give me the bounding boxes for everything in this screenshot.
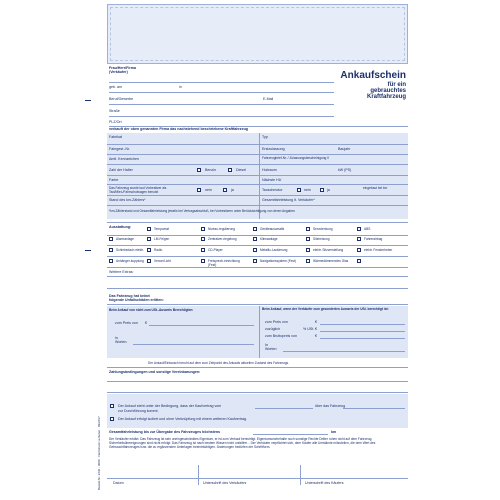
equipment-item-label: Radio [154, 248, 163, 252]
damage-line[interactable] [107, 304, 408, 305]
email-label: E-Mail [263, 97, 274, 101]
doc-label: Fahrzeugbrief-Nr. / Zulassungsbescheinigung II [262, 156, 329, 160]
vehicle-divider [259, 133, 260, 219]
taxi-no-label: nein [205, 188, 212, 192]
in-words-right-label: In [265, 343, 268, 347]
equipment-checkbox[interactable] [306, 248, 310, 252]
equipment-item-label: Navigationssystem (Fest) [260, 259, 296, 263]
vin-label: Fahrgest.-Nr. [109, 147, 130, 151]
equipment-checkbox[interactable] [109, 248, 113, 252]
vat-rate-label: % USt. [303, 327, 315, 331]
engine-yes-label: ja [327, 188, 330, 192]
in-words-left-label: In [115, 336, 118, 340]
terms-line-1[interactable] [107, 381, 408, 382]
equipment-top-line [107, 222, 408, 223]
equipment-checkbox[interactable] [306, 259, 310, 263]
vehicle-section-bg [107, 133, 408, 219]
fuel-diesel-checkbox[interactable] [228, 168, 232, 172]
engine-installed-label: eingebaut bei km [363, 186, 388, 190]
job-label: Beruf/Gewerbe [109, 97, 134, 101]
sig-seller-label: Unterschrift des Verkäufers [203, 481, 247, 485]
gross-field[interactable] [320, 338, 405, 339]
price-left-heading: Beim Ankauf von nicht zum USt.-Ausweis Berechtigten: [109, 308, 194, 312]
form-page [93, 0, 414, 500]
vehicle-intro: verkauft der oben genannten Firma das nachstehend beschriebene Kraftfahrzeug [109, 127, 248, 131]
equipment-checkbox[interactable] [147, 259, 151, 263]
equipment-checkbox[interactable] [109, 259, 113, 263]
plate-line[interactable] [107, 164, 408, 165]
equipment-item-label: elektr. Fensterheber [364, 248, 393, 252]
equipment-item-label: elektr. Sitzverstellung [313, 248, 344, 252]
engine-no-checkbox[interactable] [297, 188, 301, 192]
year-label: Baujahr [338, 147, 351, 151]
owners-line[interactable] [107, 175, 408, 176]
mileage-label: Gesamtfahrleistung bis zur Übergabe des Fahrzeuges höchstens [109, 430, 221, 434]
color-label: Farbe [109, 178, 119, 182]
cond1-vehicle-field[interactable] [343, 408, 405, 409]
taxi-line[interactable] [107, 195, 408, 196]
cond1-checkbox[interactable] [110, 404, 114, 408]
terms-heading: Zahlungsbedingungen und sonstige Vereinbarungen: [109, 370, 201, 374]
cond1-text: Der Ankauf steht unter der Bedingung, dass der Kaufvertrag vom [118, 404, 222, 408]
equipment-checkbox[interactable] [201, 248, 205, 252]
side-print-info: Bestell-Nr. 2630 - 0000 · Nachdruck verboten · 09/2017 [97, 416, 101, 490]
price-left-field[interactable] [149, 325, 254, 326]
in-words-left-label-2: Worten [115, 340, 127, 344]
equipment-checkbox[interactable] [147, 248, 151, 252]
address-window-inner [110, 7, 405, 61]
in-words-right-field[interactable] [283, 351, 405, 352]
price-divider [259, 306, 260, 358]
engine-no-label: nein [304, 188, 311, 192]
cond2-checkbox[interactable] [110, 417, 114, 421]
make-label: Fabrikat [109, 135, 122, 139]
equipment-checkbox[interactable] [201, 237, 205, 241]
mileage-field[interactable] [253, 434, 328, 435]
km-line[interactable] [107, 205, 408, 206]
equipment-item-label: Klimaanlage [260, 237, 278, 241]
equipment-item-label: Freisprech-einrichtung (Fest) [208, 259, 240, 267]
price-left-currency: € [145, 321, 147, 325]
condition-note: Der Ankauf/Eintausch beruht auf dem zum Zeitpunkt des Ankaufs aktuellen Zustand des Fahrzeugs. [148, 361, 290, 365]
form-title: Ankaufschein [340, 70, 406, 81]
born-line[interactable] [109, 92, 334, 93]
equipment-item-label: Sitzheizung [313, 237, 330, 241]
subtitle-line-3: Kraftfahrzeug [366, 94, 406, 100]
km-total-label: Gesamtfahrleistung lt. Verkäufer* [262, 198, 315, 202]
equipment-checkbox[interactable] [253, 248, 257, 252]
price-right-heading: Beim Ankauf, wenn der Verkäufer zum gesonderten Ausweis der USt. berechtigt ist: [262, 307, 389, 311]
equipment-row-line [107, 256, 408, 257]
first-reg-label: Erstzulassung [262, 147, 285, 151]
fuel-petrol-label: Benzin [205, 168, 216, 172]
damage-heading-2: folgende Unfallschäden erlitten: [109, 298, 164, 302]
vat-currency: € [315, 327, 317, 331]
vat-field[interactable] [320, 331, 405, 332]
other-extras-line-2[interactable] [107, 288, 408, 289]
equipment-label: Ausstattung: [109, 225, 132, 229]
born-in-label: in [179, 85, 182, 89]
equipment-checkbox[interactable] [306, 237, 310, 241]
equipment-row-line [107, 267, 408, 268]
subtitle-line-1: für ein [387, 82, 406, 88]
equipment-item-label: Metallic-Lackierung [260, 248, 288, 252]
next-hu-label: Nächste HU [262, 178, 282, 182]
sig-date-label: Datum [113, 481, 124, 485]
seller-name-line[interactable] [109, 82, 334, 83]
equipment-checkbox[interactable] [357, 237, 361, 241]
equipment-checkbox[interactable] [253, 237, 257, 241]
address-window [107, 4, 408, 64]
price-left-label: zum Preis von [115, 321, 138, 325]
taxi-label: Das Fahrzeug wurde laut Vorbesitzer als Taxi/Miet-/Fahrschulwagen benutzt [109, 186, 167, 194]
displacement-label: Hubraum [262, 168, 277, 172]
equipment-item-label: Zentralver-riegelung [208, 237, 237, 241]
equipment-row-line [107, 245, 408, 246]
type-label: Typ [262, 135, 268, 139]
equipment-checkbox[interactable] [357, 227, 361, 231]
other-extras-label: Weitere Extras: [109, 270, 134, 274]
taxi-yes-checkbox[interactable] [223, 188, 227, 192]
equipment-item-label: CD-Player [208, 248, 223, 252]
cond1-text-b: über das Fahrzeug [315, 404, 346, 408]
taxi-no-checkbox[interactable] [197, 188, 201, 192]
equipment-item-label: Schiebedach elektr. [116, 248, 144, 252]
equipment-checkbox[interactable] [357, 259, 361, 263]
punch-mark [85, 250, 91, 251]
other-extras-line[interactable] [107, 276, 408, 277]
equipment-item-label: Xenon/Licht [154, 259, 171, 263]
equipment-checkbox[interactable] [147, 227, 151, 231]
in-words-right-label-2: Worten [265, 347, 277, 351]
sig-buyer-label: Unterschrift des Käufers [305, 481, 344, 485]
terms-top-line [107, 367, 408, 368]
km-note: *km-Zählerstand und Gesamtfahrleistung jeweils bei Vertragsabschluß, bei Vorbesitzern unter Berücksichtigung von deren Angaben [109, 209, 295, 213]
cond2-text: Der Ankauf erfolgt isoliert und ohne Verknüpfung mit einem weiteren Kaufvertrag. [118, 417, 248, 421]
gross-currency: € [315, 334, 317, 338]
street-label: Straße [109, 109, 120, 113]
mileage-unit: km [331, 430, 337, 434]
legal-text: Der Verkäufer erklärt: Das Fahrzeug ist sein uneingeschränktes Eigentum, er ist zum Verkauf berechtigt. Eigentumsvorbehalte noch sonstige Rechte Dritter ruhen nicht auf dem Fahrzeug. Sicherheitsübereignungen sind nicht erfolgt. Das Fahrzeug ist nach bestem Wissen nicht unfallfrei... Der Verkäufer verpflichtet sich, dem Käufer alle Umstände mitzuteilen, die dem Wert des Gebrauchtfahrzeuges bzw. die zu ergänzenden Unterlagen beeinträchtigen. Änderungen bedürfen der Schriftform. [109, 437, 376, 449]
born-label: geb. am [109, 85, 122, 89]
plate-label: Amtl. Kennzeichen [109, 157, 139, 161]
sig-div-2 [300, 465, 301, 485]
subtitle-line-2: gebrauchtes [370, 88, 406, 94]
sig-div-1 [198, 465, 199, 485]
engine-yes-checkbox[interactable] [320, 188, 324, 192]
power-label: kW (PS) [338, 168, 352, 172]
equipment-checkbox[interactable] [357, 248, 361, 252]
cond1-text-c: zur Durchführung kommt. [118, 409, 159, 413]
equipment-item-label: Geräteausomatik [260, 227, 285, 231]
fuel-petrol-checkbox[interactable] [197, 168, 201, 172]
make-line[interactable] [107, 144, 408, 145]
owners-label: Zahl der Halter [109, 168, 133, 172]
equipment-item-label: Alarmanlage [116, 237, 134, 241]
equipment-checkbox[interactable] [201, 227, 205, 231]
damage-heading-1: Das Fahrzeug hat keine/ [109, 294, 151, 298]
equipment-item-label: Tempomat [154, 227, 169, 231]
equipment-checkbox[interactable] [201, 259, 205, 263]
net-currency: € [315, 320, 317, 324]
taxi-yes-label: ja [231, 188, 234, 192]
equipment-item-label: ABS [364, 227, 371, 231]
equipment-item-label: Servolenkung [313, 227, 333, 231]
terms-line-2[interactable] [107, 392, 408, 393]
street-line[interactable] [109, 116, 334, 117]
km-label: Stand des km-Zählers* [109, 198, 146, 202]
vin-line[interactable] [107, 154, 408, 155]
gross-label: zum Bruttopreis von [265, 334, 297, 338]
equipment-item-label: LM-Felgen [154, 237, 170, 241]
seller-name-label: Frau/Herr/Firma [109, 66, 136, 70]
equipment-checkbox[interactable] [109, 237, 113, 241]
net-price-label: zum Preis von [265, 320, 288, 324]
vat-label: zuzüglich [265, 327, 280, 331]
equipment-checkbox[interactable] [147, 237, 151, 241]
net-price-field[interactable] [320, 324, 405, 325]
equipment-item-label: Niveau-regulierung [208, 227, 235, 231]
equipment-item-label: Fahrerairbag [364, 237, 383, 241]
equipment-row-line [107, 235, 408, 236]
equipment-item-label: Wärmedämmendes Glas [313, 259, 349, 263]
equipment-checkbox[interactable] [253, 259, 257, 263]
equipment-checkbox[interactable] [253, 227, 257, 231]
equipment-item-label: Anhänger-kupplung [116, 259, 144, 263]
signature-line[interactable] [107, 478, 408, 479]
engine-swap-label: Tauschmotor [262, 188, 283, 192]
cond1-date-field[interactable] [255, 408, 313, 409]
fuel-diesel-label: Diesel [236, 168, 246, 172]
seller-name-sub: (Verkäufer) [109, 70, 128, 74]
city-label: PLZ/Ort [109, 120, 122, 124]
in-words-left-field[interactable] [133, 344, 254, 345]
color-line[interactable] [107, 184, 408, 185]
fold-mark [85, 100, 91, 101]
equipment-checkbox[interactable] [306, 227, 310, 231]
job-line[interactable] [109, 104, 334, 105]
